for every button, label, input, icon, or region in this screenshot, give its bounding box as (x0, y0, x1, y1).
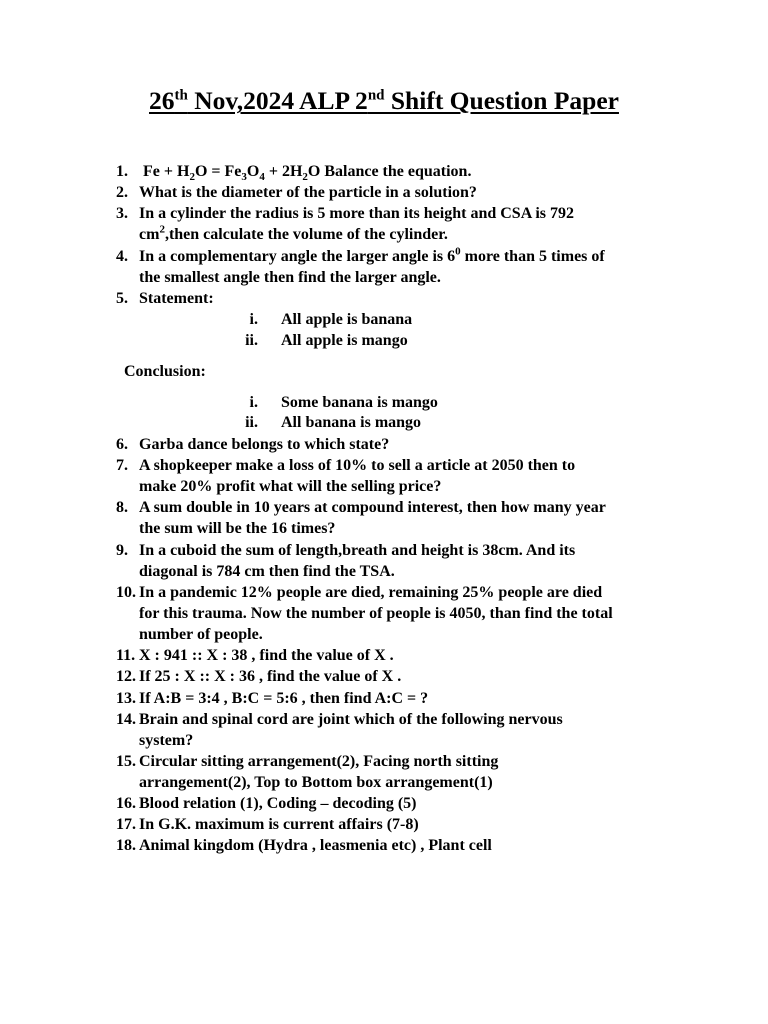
question-number: 9. (116, 542, 128, 559)
question-number: 13. (116, 690, 136, 707)
question-text: Blood relation (1), Coding – decoding (5) (139, 795, 417, 812)
question-text: Animal kingdom (Hydra , leasmenia etc) , Plant cell (139, 837, 492, 854)
question-text: A shopkeeper make a loss of 10% to sell a article at 2050 then to (139, 457, 576, 474)
question-number: 14. (116, 711, 136, 728)
question-text: In a pandemic 12% people are died, remaining 25% people are died (139, 584, 603, 601)
question-14-continued: system? (139, 732, 194, 749)
question-number: 2. (116, 184, 128, 201)
question-text: If 25 : X :: X : 36 , find the value of X . (139, 668, 402, 685)
question-number: 5. (116, 290, 128, 307)
question-4-continued: the smallest angle then find the larger angle. (139, 269, 441, 286)
question-8-continued: the sum will be the 16 times? (139, 520, 336, 537)
question-number: 6. (116, 436, 128, 453)
statement-numeral: i. (249, 311, 258, 328)
question-text: If A:B = 3:4 , B:C = 5:6 , then find A:C = ? (139, 690, 429, 707)
title-end: Shift Question Paper (384, 86, 619, 115)
question-3-continued: $cm^2,then$ calculate the volume of the cylinder. (139, 223, 448, 243)
conclusion-label: Conclusion: (124, 363, 206, 380)
title-middle: Nov,2024 ALP 2 (187, 86, 368, 115)
conclusion-text: Some banana is mango (281, 394, 438, 411)
question-number: 12. (116, 668, 136, 685)
question-text: What is the diameter of the particle in a solution? (139, 184, 477, 201)
question-15-continued: arrangement(2), Top to Bottom box arrangement(1) (139, 774, 493, 791)
question-text: Statement: (139, 290, 214, 307)
title-shift-suffix: nd (367, 87, 385, 104)
question-10-continued: for this trauma. Now the number of people is 4050, than find the total (139, 605, 613, 622)
question-number: 18. (116, 837, 136, 854)
question-text: $Fe + H_2O = Fe_3O_4 + 2H_2O$ Balance the equation. (143, 163, 472, 184)
question-number: 15. (116, 753, 136, 770)
question-text: Garba dance belongs to which state? (139, 436, 390, 453)
title-day: 26 (149, 86, 175, 115)
statement-numeral: ii. (245, 332, 258, 349)
statement-text: All apple is mango (281, 332, 408, 349)
question-number: 10. (116, 584, 136, 601)
question-text: In G.K. maximum is current affairs (7-8) (139, 816, 419, 833)
question-text: In a cylinder the radius is 5 more than its height and CSA is 792 (139, 205, 575, 222)
page-title (0, 86, 768, 116)
question-text: Brain and spinal cord are joint which of the following nervous (139, 711, 563, 728)
question-number: 3. (116, 205, 128, 222)
question-number: 17. (116, 816, 136, 833)
statement-text: All apple is banana (281, 311, 413, 328)
question-10-continued: number of people. (139, 626, 263, 643)
question-text: Circular sitting arrangement(2), Facing north sitting (139, 753, 499, 770)
conclusion-numeral: ii. (245, 414, 258, 431)
question-9-continued: diagonal is 784 cm then find the TSA. (139, 563, 395, 580)
question-7-continued: make 20% profit what will the selling price? (139, 478, 442, 495)
question-number: 1. (116, 163, 128, 180)
question-text: A sum double in 10 years at compound interest, then how many year (139, 499, 606, 516)
question-number: 4. (116, 248, 128, 265)
title-day-suffix: th (174, 87, 188, 104)
question-text: X : 941 :: X : 38 , find the value of X . (139, 647, 394, 664)
conclusion-text: All banana is mango (281, 414, 422, 431)
question-number: 11. (116, 647, 136, 664)
question-number: 7. (116, 457, 128, 474)
question-text: In a complementary angle the larger angle is $6^0$ more than 5 times of (139, 245, 605, 265)
question-number: 16. (116, 795, 136, 812)
conclusion-numeral: i. (249, 394, 258, 411)
question-number: 8. (116, 499, 128, 516)
question-text: In a cuboid the sum of length,breath and height is 38cm. And its (139, 542, 576, 559)
